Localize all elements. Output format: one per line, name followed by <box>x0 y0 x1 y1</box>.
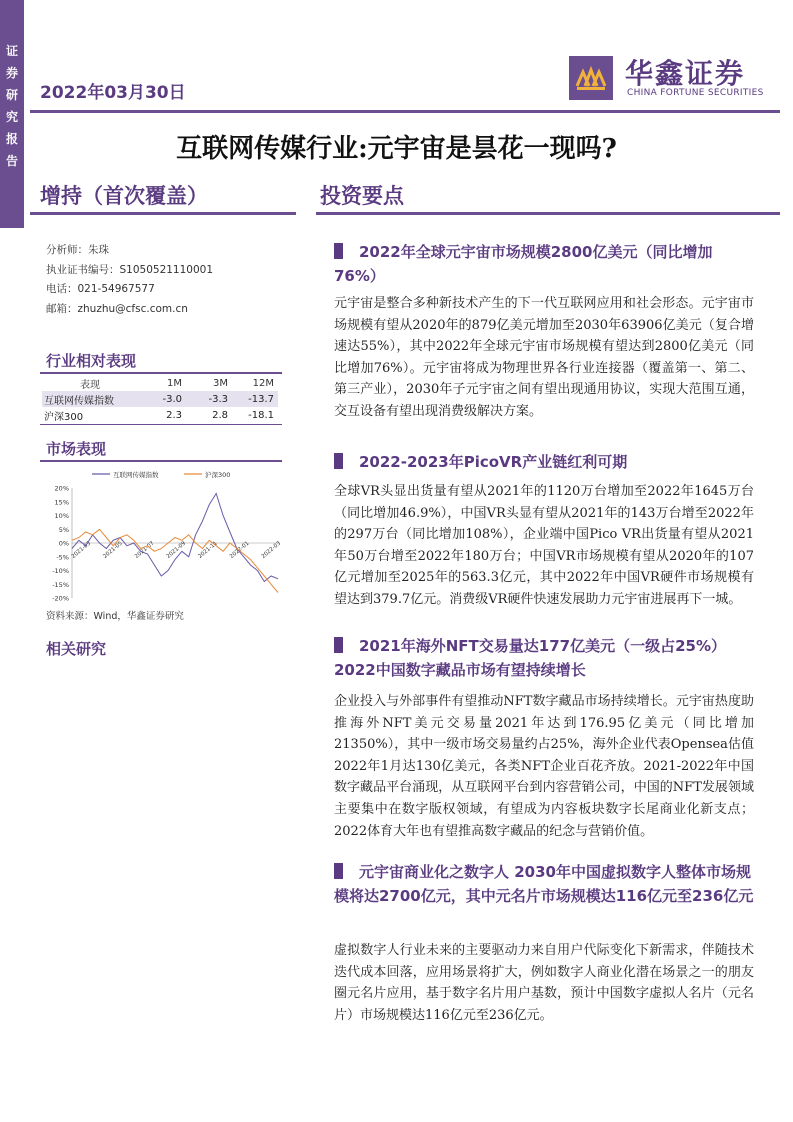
legend-label: 沪深300 <box>205 471 231 479</box>
table-cell: 互联网传媒指数 <box>44 395 114 407</box>
table-cell: -3.0 <box>162 393 182 405</box>
x-tick-label: 2021-11 <box>197 540 219 560</box>
x-tick-label: 2021-05 <box>102 540 124 560</box>
point-body-2: 全球VR头显出货量有望从2021年的1120万台增加至2022年1645万台（同比增加46.9%），中国VR头显有望从2021年的143万台增至2022年的297万台（同比增加108%），企业端中国Pico VR出货量有望从2021年50万台增至2022年180万台；中国VR市场规模有望从2020年的107亿元增加至2025年的563.3亿元，其中2022年中国VR硬件市场规模有望达到379.7亿元。消费级VR硬件快速发展助力元宇宙进展再下一城。 <box>334 484 754 607</box>
point-heading-2 <box>334 450 754 474</box>
market-heading: 市场表现 <box>46 440 107 458</box>
point-body-1: 元宇宙是整合多种新技术产生的下一代互联网应用和社会形态。元宇宙市场规模有望从2020年的879亿美元增加至2030年63906亿美元（复合增速达55%），其中2022年全球元宇宙市场规模有望达到2800亿美元（同比增加76%）。元宇宙将成为物理世界各行业连接器（覆盖第一、第二、第三产业），2030年子元宇宙之间有望出现通用协议，实现大范围互通，交互设备有望出现消费级解决方案。 <box>334 296 754 419</box>
table-header-cell: 12M <box>252 377 274 389</box>
left-column-divider <box>30 212 296 215</box>
legend-label: 互联网传媒指数 <box>113 471 159 479</box>
market-divider <box>40 460 282 462</box>
point-heading-text: 2022-2023年PicoVR产业链红利可期 <box>359 453 628 471</box>
performance-table <box>42 375 278 423</box>
table-cell: 沪深300 <box>44 411 84 423</box>
table-header-cell: 表现 <box>80 379 100 391</box>
y-tick-label: -20% <box>52 594 69 603</box>
table-cell: 2.3 <box>166 409 182 421</box>
x-tick-label: 2021-03 <box>70 540 93 560</box>
y-tick-label: -5% <box>56 553 69 562</box>
point-marker-icon <box>334 243 343 259</box>
point-marker-icon <box>334 637 343 653</box>
point-heading-text: 2022年全球元宇宙市场规模2800亿美元（同比增加76%） <box>334 243 713 285</box>
analyst-name: 分析师：朱珠 <box>46 244 109 256</box>
point-body-3: 企业投入与外部事件有望推动NFT数字藏品市场持续增长。元宇宙热度助推海外NFT美元交易量2021年达到176.95亿美元（同比增加21350%），其中一级市场交易量约占25%，海外企业代表Opensea估值2022年1月达130亿美元，各类NFT企业百花齐放。2021-2022年中国数字藏品平台涌现，从互联网平台到内容营销公司，中国的NFT发展领域主要集中在数字版权领域，有望成为内容板块数字长尾商业化新支点；2022体育大年也有望推高数字藏品的纪念与营销价值。 <box>334 694 754 839</box>
y-tick-label: 15% <box>54 498 69 507</box>
report-title: 互联网传媒行业:元宇宙是昙花一现吗? <box>176 134 617 164</box>
point-body-4: 虚拟数字人行业未来的主要驱动力来自用户代际变化下新需求，伴随技术迭代成本回落，应用场景将扩大，例如数字人商业化潜在场景之一的朋友圈元名片应用，基于数字名片用户基数，预计中国数字虚拟人名片（元名片）市场规模达116亿元至236亿元。 <box>334 943 754 1023</box>
logo-name-en: CHINA FORTUNE SECURITIES <box>627 88 764 98</box>
point-heading-1 <box>334 240 754 288</box>
report-date: 2022年03月30日 <box>40 83 186 103</box>
side-label: 证券研究报告 <box>5 44 18 168</box>
analyst-phone: 电话：021-54967577 <box>46 283 155 295</box>
table-header-cell: 3M <box>213 377 228 389</box>
y-tick-label: 20% <box>54 484 69 493</box>
x-tick-label: 2021-09 <box>165 540 188 560</box>
header-divider <box>30 110 780 113</box>
analyst-info <box>46 241 213 319</box>
table-cell: 2.8 <box>212 409 228 421</box>
rating-label: 增持（首次覆盖） <box>40 183 208 208</box>
y-tick-label: -10% <box>52 567 69 575</box>
table-cell: -13.7 <box>248 393 274 405</box>
x-tick-label: 2022-03 <box>260 540 282 560</box>
point-marker-icon <box>334 863 343 879</box>
table-row <box>42 391 278 407</box>
table-row <box>42 407 278 423</box>
logo-mark-icon <box>569 56 613 100</box>
chart-source: 资料来源：Wind，华鑫证券研究 <box>46 611 184 622</box>
point-marker-icon <box>334 453 343 469</box>
analyst-license: 执业证书编号：S1050521110001 <box>46 263 214 276</box>
y-tick-label: 0% <box>58 539 69 548</box>
related-heading: 相关研究 <box>46 640 107 658</box>
table-header-row <box>42 375 278 391</box>
table-cell: -18.1 <box>248 409 274 421</box>
point-heading-text: 2021年海外NFT交易量达177亿美元（一级占25%）2022中国数字藏品市场有望持续增长 <box>334 637 726 679</box>
point-heading-text: 元宇宙商业化之数字人 2030年中国虚拟数字人整体市场规模将达2700亿元，其中元名片市场规模达116亿元至236亿元 <box>334 863 754 905</box>
y-tick-label: -15% <box>52 580 69 589</box>
x-tick-label: 2021-07 <box>133 540 156 560</box>
right-column-divider <box>316 212 780 215</box>
market-chart-svg <box>42 466 282 606</box>
table-bottom-divider <box>40 424 282 425</box>
company-logo <box>569 52 769 104</box>
performance-heading: 行业相对表现 <box>46 352 137 370</box>
key-points-heading: 投资要点 <box>320 183 404 208</box>
x-tick-label: 2022-01 <box>228 540 251 560</box>
table-header-cell: 1M <box>167 377 182 389</box>
point-heading-3 <box>334 634 754 682</box>
analyst-email[interactable]: 邮箱：zhuzhu@cfsc.com.cn <box>46 302 188 315</box>
table-cell: -3.3 <box>208 393 228 405</box>
point-heading-4 <box>334 860 754 908</box>
y-tick-label: 10% <box>54 512 69 520</box>
performance-divider <box>40 372 282 374</box>
market-chart <box>42 466 282 606</box>
logo-name-cn: 华鑫证券 <box>625 57 746 90</box>
y-tick-label: 5% <box>58 525 69 534</box>
